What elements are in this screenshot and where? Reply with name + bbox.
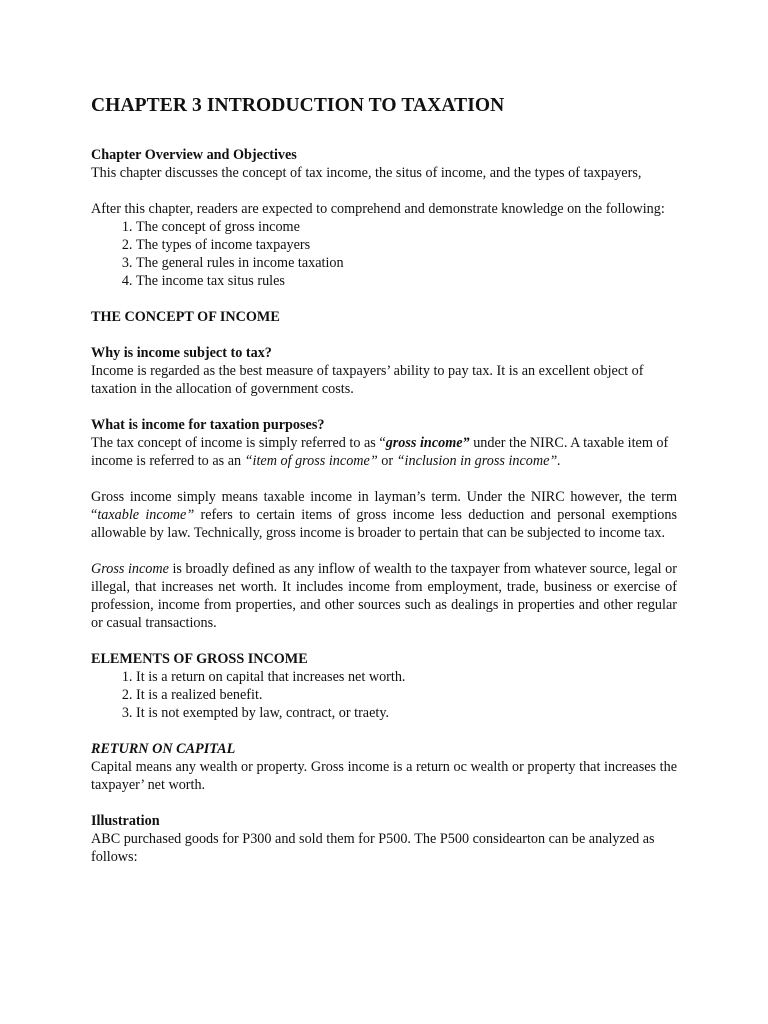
text-run: Gross income simply means taxable income in layman’s term. Under the NIRC however, the term “: [91, 489, 677, 523]
paragraph-illustration: ABC purchased goods for P300 and sold them for P500. The P500 considearton can be analyzed as follows:: [91, 831, 655, 865]
spacer: [91, 470, 677, 488]
list-item: 2. The types of income taxpayers: [136, 236, 677, 254]
illustration-heading: Illustration: [91, 813, 160, 829]
list-item: 3. The general rules in income taxation: [136, 254, 677, 272]
chapter-title: CHAPTER 3 INTRODUCTION TO TAXATION: [91, 95, 505, 116]
spacer: [91, 722, 677, 740]
paragraph-gross-income-definition: [91, 560, 677, 632]
objectives-lead: After this chapter, readers are expected to comprehend and demonstrate knowledge on the following:: [91, 201, 665, 217]
list-item: 4. The income tax situs rules: [136, 272, 677, 290]
text-run: or: [377, 453, 397, 469]
spacer: [91, 182, 677, 200]
text-run: The tax concept of income is simply referred to as “: [91, 435, 386, 451]
spacer: [91, 398, 677, 416]
list-item: 1. It is a return on capital that increases net worth.: [136, 668, 677, 686]
question-heading-what: What is income for taxation purposes?: [91, 417, 325, 433]
section-heading-return-on-capital: RETURN ON CAPITAL: [91, 741, 236, 757]
paragraph-taxable-income: [91, 488, 677, 542]
taxable-income-term: taxable income”: [97, 507, 195, 523]
overview-text: This chapter discusses the concept of tax income, the situs of income, and the types of taxpayers,: [91, 165, 642, 181]
spacer: [91, 290, 677, 308]
spacer: [91, 326, 677, 344]
text-run: under the NIRC. A taxable item of income is referred to as an: [91, 435, 669, 469]
overview-heading: Chapter Overview and Objectives: [91, 147, 297, 163]
gross-income-term: Gross income: [91, 561, 169, 577]
spacer: [91, 632, 677, 650]
document-body: [91, 94, 677, 866]
list-item: 2. It is a realized benefit.: [136, 686, 677, 704]
paragraph-tax-concept: [91, 434, 677, 470]
section-heading-concept: THE CONCEPT OF INCOME: [91, 309, 280, 325]
text-run: refers to certain items of gross income less deduction and personal exemptions allowable by law. Technically, gross income is broader to pertain that can be subjected to income tax.: [91, 507, 677, 541]
spacer: [91, 542, 677, 560]
elements-list: [91, 668, 677, 722]
item-of-gross-income-term: “item of gross income”: [244, 453, 378, 469]
paragraph-why: Income is regarded as the best measure of taxpayers’ ability to pay tax. It is an excellent object of taxation in the allocation of government costs.: [91, 363, 644, 397]
text-run: is broadly defined as any inflow of wealth to the taxpayer from whatever source, legal or illegal, that increases net worth. It includes income from employment, trade, business or exercise of profession, income from properties, and other sources such as dealings in properties and other regular or casual transactions.: [91, 561, 677, 631]
inclusion-term: “inclusion in gross income”.: [396, 453, 561, 469]
section-heading-elements: ELEMENTS OF GROSS INCOME: [91, 651, 308, 667]
gross-income-term: gross income”: [385, 435, 470, 451]
objectives-list: [91, 218, 677, 290]
list-item: 1. The concept of gross income: [136, 218, 677, 236]
list-item: 3. It is not exempted by law, contract, or traety.: [136, 704, 677, 722]
question-heading-why: Why is income subject to tax?: [91, 345, 272, 361]
spacer: [91, 794, 677, 812]
paragraph-return-on-capital: Capital means any wealth or property. Gross income is a return oc wealth or property that increases the taxpayer’ net worth.: [91, 759, 677, 793]
